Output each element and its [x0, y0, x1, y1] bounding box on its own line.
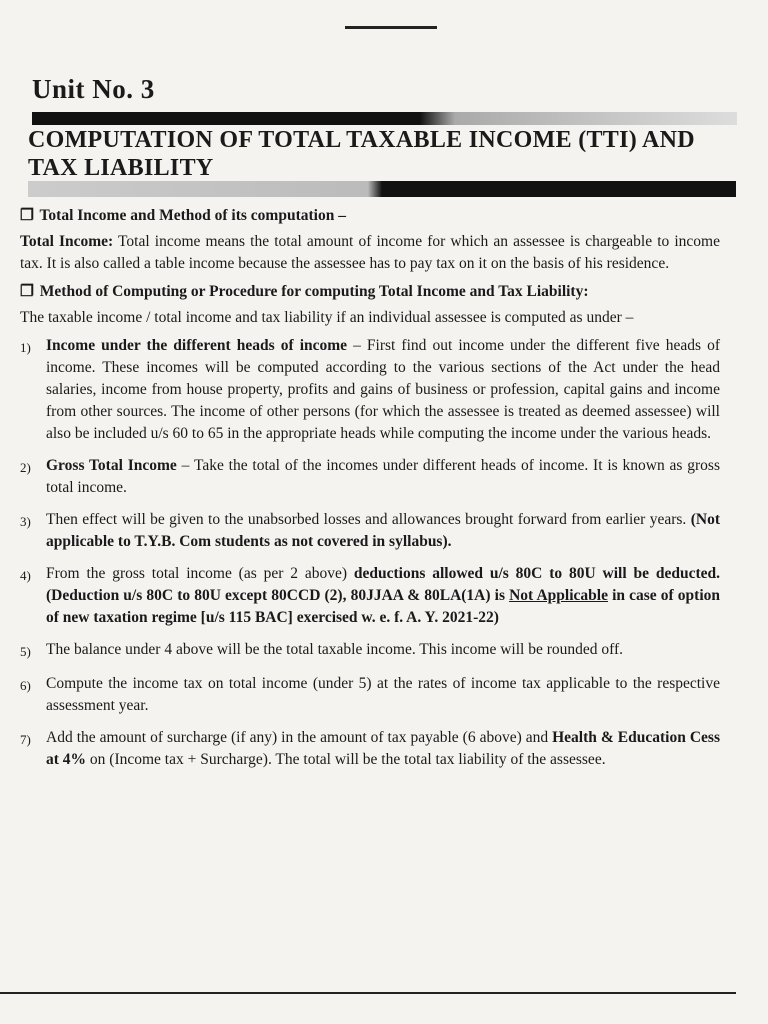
step-body: From the gross total income (as per 2 above): [46, 565, 354, 582]
step-bold-tail: (Not applicable to T.Y.B. Com students as not covered in syllabus).: [46, 511, 720, 550]
step-body: – Take the total of the incomes under different heads of income. It is known as gross total income.: [46, 457, 720, 496]
step-number: 3): [20, 514, 31, 529]
section-heading-text: Total Income and Method of its computation –: [39, 207, 346, 224]
step-body: – First find out income under the different five heads of income. These incomes will be computed according to the various sections of the Act under the head salaries, income from house property, profits and gains of business or profession, capital gains and income from other sources. The income of other persons (for which the assessee is treated as deemed assessee) will also be included u/s 60 to 65 in the appropriate heads while computing the income under the various heads.: [46, 337, 720, 442]
section-heading-total-income: [20, 205, 720, 227]
step-body: Add the amount of surcharge (if any) in the amount of tax payable (6 above) and: [46, 729, 553, 746]
title-bar-top: [32, 112, 737, 125]
list-item: [20, 673, 720, 717]
checkbox-square-icon: ❐: [20, 207, 34, 224]
checkbox-square-icon: ❐: [20, 283, 34, 300]
intro-paragraph: The taxable income / total income and tax liability if an individual assessee is computed as under –: [20, 309, 634, 326]
chapter-title: COMPUTATION OF TOTAL TAXABLE INCOME (TTI) AND TAX LIABILITY: [28, 127, 695, 181]
step-text: [46, 455, 720, 499]
step-bold-mid: Health & Education Cess at 4%: [46, 729, 720, 768]
title-bar-bottom: [28, 181, 736, 197]
step-bold-lead: Income under the different heads of income: [46, 337, 348, 354]
steps-list: [20, 335, 720, 771]
definition-term: Total Income:: [20, 233, 114, 250]
step-number: 6): [20, 678, 31, 693]
list-item: [20, 727, 720, 771]
step-number: 5): [20, 644, 31, 659]
bottom-rule: [0, 992, 736, 994]
step-text: [46, 727, 720, 771]
step-number: 2): [20, 460, 31, 475]
section-heading-method: [20, 281, 720, 303]
definition-text: Total income means the total amount of income for which an assessee is chargeable to income tax. It is also called a table income because the assessee has to pay tax on it on the basis of his residence.: [20, 233, 720, 272]
step-body-tail: on (Income tax + Surcharge). The total will be the total tax liability of the assessee.: [86, 751, 606, 768]
step-text: [46, 335, 720, 445]
step-text: [46, 563, 720, 629]
list-item: [20, 639, 720, 663]
list-item: [20, 563, 720, 629]
unit-title: Unit No. 3: [32, 74, 155, 104]
step-bold-a: deductions allowed u/s 80C to 80U will be deducted. (Deduction u/s 80C to 80U except 80CCD (2), 80JJAA & 80LA(1A) is: [46, 565, 720, 604]
page-content: [20, 205, 720, 781]
step-body: Then effect will be given to the unabsorbed losses and allowances brought forward from earlier years.: [46, 511, 691, 528]
step-bold-lead: Gross Total Income: [46, 457, 177, 474]
step-number: 4): [20, 568, 31, 583]
step-number: 1): [20, 340, 31, 355]
list-item: [20, 509, 720, 553]
step-bold-b: in case of option of new taxation regime [u/s 115 BAC] exercised w. e. f. A. Y. 2021-22): [46, 587, 721, 626]
step-text: [46, 509, 720, 553]
top-rule: [345, 26, 437, 29]
step-number: 7): [20, 732, 31, 747]
list-item: [20, 455, 720, 499]
section-heading-text: Method of Computing or Procedure for computing Total Income and Tax Liability:: [39, 283, 589, 300]
step-text: The balance under 4 above will be the total taxable income. This income will be rounded off.: [46, 641, 624, 658]
step-text: Compute the income tax on total income (under 5) at the rates of income tax applicable to the respective assessment year.: [46, 675, 720, 714]
total-income-definition: [20, 231, 720, 275]
list-item: [20, 335, 720, 445]
step-underline: Not Applicable: [509, 587, 608, 604]
